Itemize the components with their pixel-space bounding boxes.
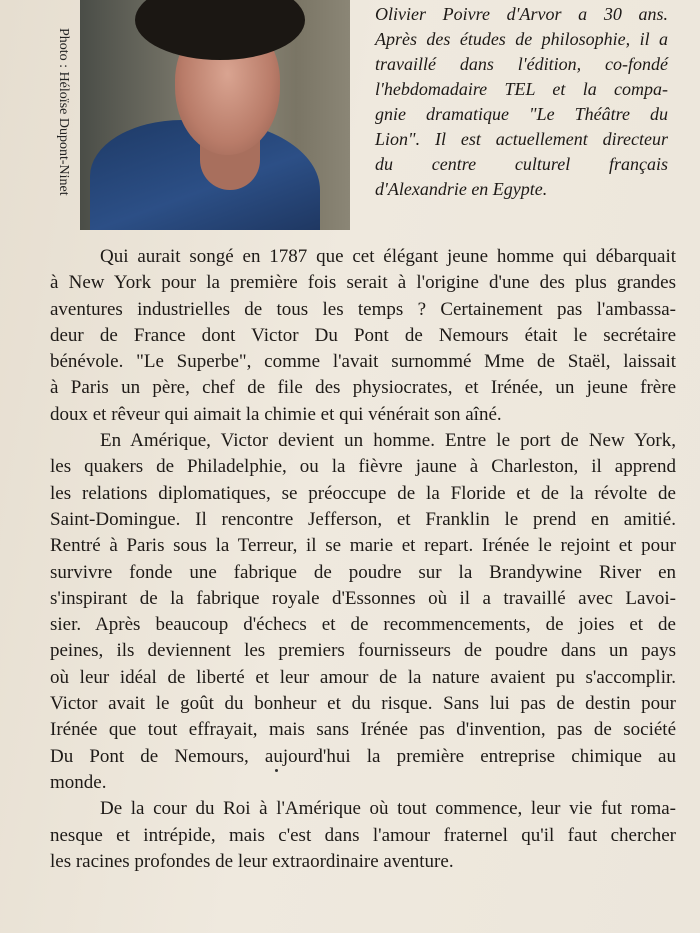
print-speck (275, 769, 278, 772)
paragraph (50, 796, 676, 875)
bio-line: Lion". Il est actuellement directeur (375, 129, 668, 149)
text-line: Qui aurait songé en 1787 que cet élégant jeune homme qui débarquait (100, 246, 676, 267)
text-line: sier. Après beaucoup d'échecs et de recommencements, de joies et de (50, 614, 676, 636)
text-line: Victor avait le goût du bonheur et du risque. Sans lui pas de destin pour (50, 693, 676, 715)
text-line: à New York pour la première fois serait à l'origine d'une des plus grandes (50, 272, 676, 294)
author-bio (375, 2, 668, 202)
text-line: à Paris un père, chef de file des physiocrates, et Irénée, un jeune frère (50, 377, 676, 399)
text-line: doux et rêveur qui aimait la chimie et qui vénérait son aîné. (50, 403, 502, 425)
text-line: nesque et intrépide, mais c'est dans l'amour fraternel qu'il faut chercher (50, 824, 676, 846)
text-line: peines, ils deviennent les premiers fournisseurs de poudre dans un pays (50, 640, 676, 662)
text-line: Du Pont de Nemours, aujourd'hui la première entreprise chimique au (50, 745, 676, 767)
text-line: De la cour du Roi à l'Amérique où tout commence, leur vie fut roma- (100, 798, 676, 820)
text-line: aventures industrielles de tous les temps ? Certainement pas l'ambassa- (50, 298, 676, 320)
bio-line: Olivier Poivre d'Arvor a 30 ans. (375, 4, 668, 24)
text-line: les racines profondes de leur extraordinaire aventure. (50, 850, 454, 872)
text-line: s'inspirant de la fabrique royale d'Essonnes où il a travaillé avec Lavoi- (50, 587, 676, 609)
bio-line: l'hebdomadaire TEL et la compa- (375, 79, 668, 99)
bio-line: gnie dramatique "Le Théâtre du (375, 104, 668, 124)
bio-line: travaillé dans l'édition, co-fondé (375, 54, 668, 74)
text-line: monde. (50, 771, 107, 793)
bio-line: d'Alexandrie en Egypte. (375, 179, 548, 199)
text-line: bénévole. "Le Superbe", comme l'avait surnommé Mme de Staël, laissait (50, 351, 676, 373)
paragraph (50, 244, 676, 428)
bio-line: du centre culturel français (375, 154, 668, 174)
photo-hair (135, 0, 305, 60)
back-cover-text (50, 244, 676, 875)
text-line: En Amérique, Victor devient un homme. Entre le port de New York, (100, 430, 676, 452)
bio-line: Après des études de philosophie, il a (375, 29, 668, 49)
paragraph (50, 428, 676, 796)
text-line: deur de France dont Victor Du Pont de Nemours était le secrétaire (50, 324, 676, 346)
text-line: les quakers de Philadelphie, ou la fièvre jaune à Charleston, il apprend (50, 456, 676, 478)
text-line: survivre fonde une fabrique de poudre sur la Brandywine River en (50, 561, 676, 583)
text-line: Saint-Domingue. Il rencontre Jefferson, et Franklin le prend en amitié. (50, 508, 676, 530)
author-photo (80, 0, 350, 230)
text-line: Rentré à Paris sous la Terreur, il se marie et repart. Irénée le rejoint et pour (50, 535, 676, 557)
text-line: les relations diplomatiques, se préoccupe de la Floride et de la révolte de (50, 482, 676, 504)
text-line: Irénée que tout effrayait, mais sans Irénée pas d'invention, pas de société (50, 719, 676, 741)
photo-credit: Photo : Héloïse Dupont-Ninet (56, 28, 71, 196)
text-line: où leur idéal de liberté et leur amour de la nature avaient pu s'accomplir. (50, 666, 676, 688)
